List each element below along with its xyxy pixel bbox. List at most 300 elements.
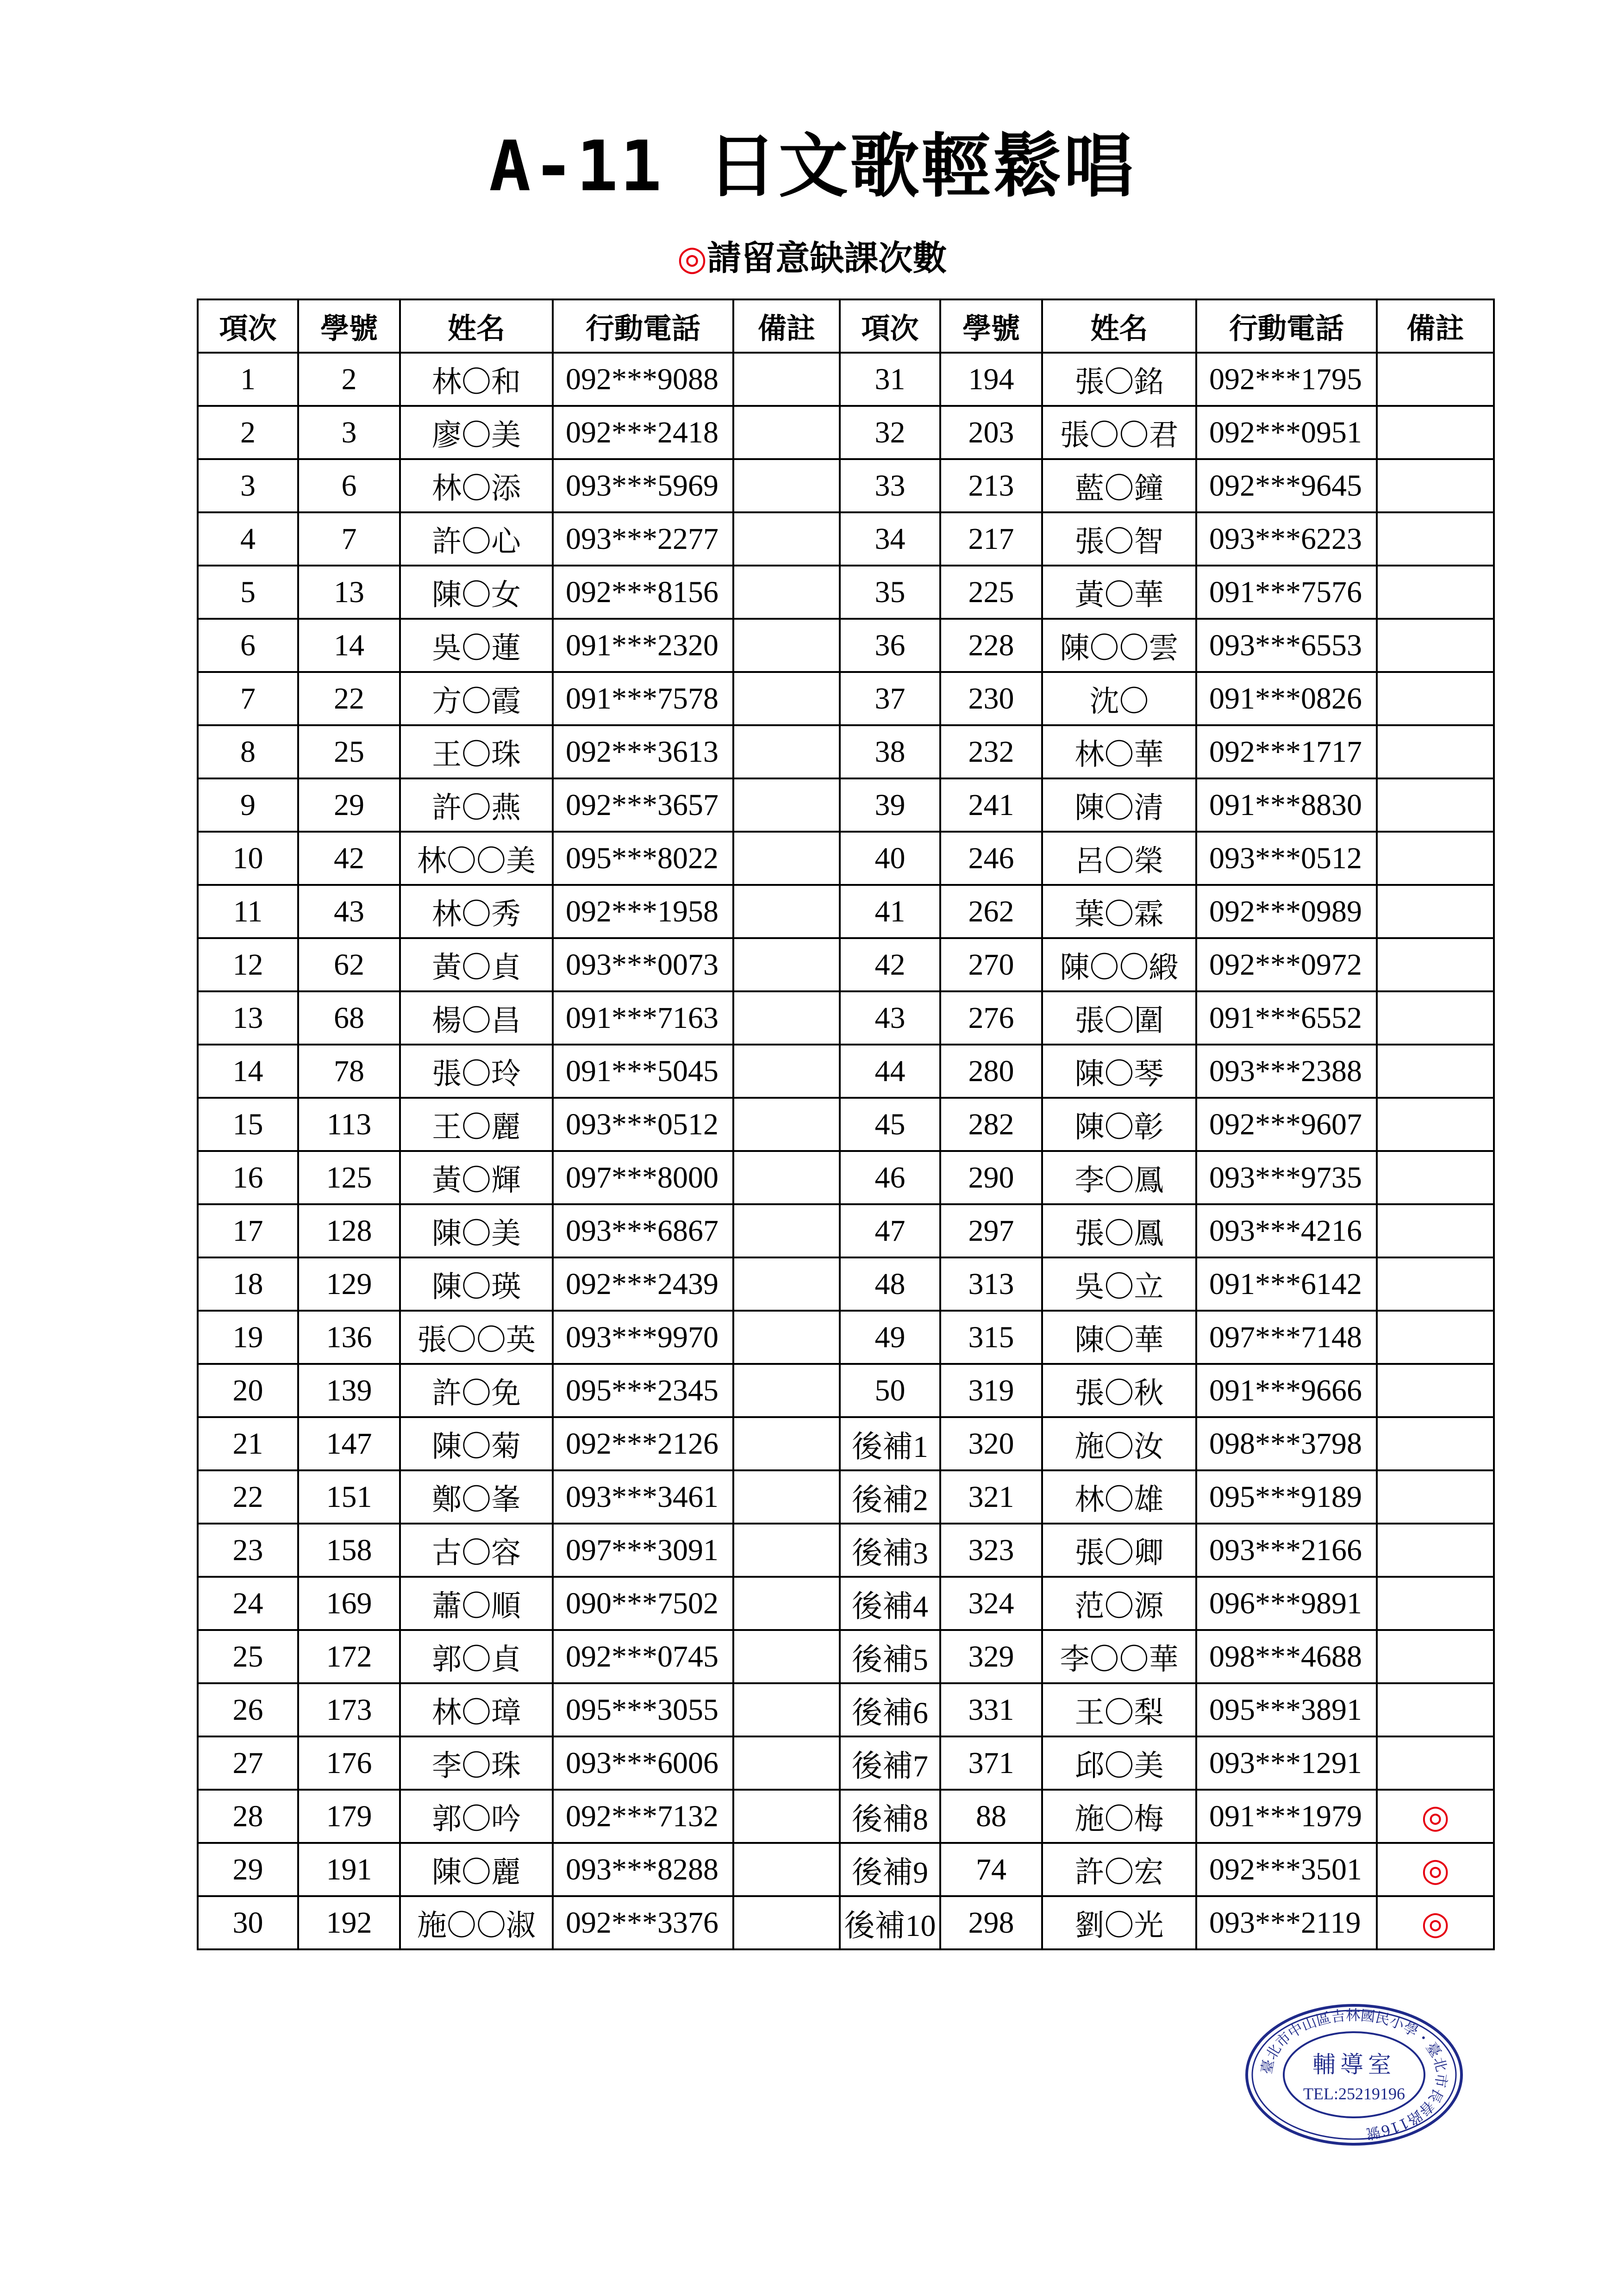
item-no-cell: 28 bbox=[198, 1790, 298, 1843]
remark-cell bbox=[733, 1896, 840, 1949]
mobile-phone-cell: 093***3461 bbox=[553, 1470, 733, 1524]
student-id-cell: 228 bbox=[940, 619, 1042, 672]
student-id-cell: 179 bbox=[298, 1790, 400, 1843]
remark-cell bbox=[733, 672, 840, 725]
item-no-cell: 47 bbox=[840, 1204, 940, 1257]
student-name-cell: 陳〇女 bbox=[400, 566, 553, 619]
student-id-cell: 136 bbox=[298, 1311, 400, 1364]
student-id-cell: 241 bbox=[940, 778, 1042, 832]
item-no-cell: 44 bbox=[840, 1045, 940, 1098]
mobile-phone-cell: 093***8288 bbox=[553, 1843, 733, 1896]
mobile-phone-cell: 095***3055 bbox=[553, 1683, 733, 1736]
student-id-cell: 313 bbox=[940, 1257, 1042, 1311]
student-name-cell: 吳〇蓮 bbox=[400, 619, 553, 672]
item-no-cell: 12 bbox=[198, 938, 298, 991]
mobile-phone-cell: 097***8000 bbox=[553, 1151, 733, 1204]
table-row bbox=[198, 672, 1494, 725]
item-no-cell: 後補4 bbox=[840, 1577, 940, 1630]
page-subtitle bbox=[0, 235, 1624, 281]
mobile-phone-cell: 098***3798 bbox=[1196, 1417, 1377, 1470]
mobile-phone-cell: 091***1979 bbox=[1196, 1790, 1377, 1843]
remark-cell bbox=[733, 1364, 840, 1417]
mobile-phone-cell: 091***0826 bbox=[1196, 672, 1377, 725]
mobile-phone-cell: 093***9735 bbox=[1196, 1151, 1377, 1204]
mobile-phone-cell: 093***6867 bbox=[553, 1204, 733, 1257]
table-row bbox=[198, 1311, 1494, 1364]
item-no-cell: 6 bbox=[198, 619, 298, 672]
remark-cell bbox=[1377, 619, 1494, 672]
student-name-cell: 林〇雄 bbox=[1042, 1470, 1196, 1524]
item-no-cell: 14 bbox=[198, 1045, 298, 1098]
item-no-cell: 50 bbox=[840, 1364, 940, 1417]
roster-body bbox=[198, 353, 1494, 1949]
item-no-cell: 5 bbox=[198, 566, 298, 619]
mobile-phone-cell: 093***2388 bbox=[1196, 1045, 1377, 1098]
mobile-phone-cell: 097***7148 bbox=[1196, 1311, 1377, 1364]
item-no-cell: 20 bbox=[198, 1364, 298, 1417]
mobile-phone-cell: 092***2126 bbox=[553, 1417, 733, 1470]
table-row bbox=[198, 1630, 1494, 1683]
item-no-cell: 38 bbox=[840, 725, 940, 778]
student-id-cell: 14 bbox=[298, 619, 400, 672]
subtitle-text: 請留意缺課次數 bbox=[707, 238, 947, 278]
mobile-phone-cell: 093***0073 bbox=[553, 938, 733, 991]
mobile-phone-cell: 093***6553 bbox=[1196, 619, 1377, 672]
seal-ring-text: 臺北市中山區吉林國民小學・臺北市長春路116號 bbox=[1258, 2007, 1450, 2142]
table-row bbox=[198, 566, 1494, 619]
mobile-phone-cell: 092***1717 bbox=[1196, 725, 1377, 778]
remark-cell bbox=[733, 938, 840, 991]
student-id-cell: 68 bbox=[298, 991, 400, 1045]
student-name-cell: 陳〇華 bbox=[1042, 1311, 1196, 1364]
remark-cell bbox=[1377, 1045, 1494, 1098]
remark-cell bbox=[1377, 672, 1494, 725]
item-no-cell: 35 bbox=[840, 566, 940, 619]
item-no-cell: 後補9 bbox=[840, 1843, 940, 1896]
student-name-cell: 許〇免 bbox=[400, 1364, 553, 1417]
header-name: 姓名 bbox=[1042, 299, 1196, 353]
student-id-cell: 62 bbox=[298, 938, 400, 991]
student-name-cell: 郭〇吟 bbox=[400, 1790, 553, 1843]
item-no-cell: 2 bbox=[198, 406, 298, 459]
item-no-cell: 37 bbox=[840, 672, 940, 725]
mobile-phone-cell: 093***4216 bbox=[1196, 1204, 1377, 1257]
student-name-cell: 許〇心 bbox=[400, 512, 553, 566]
student-id-cell: 321 bbox=[940, 1470, 1042, 1524]
student-name-cell: 陳〇彰 bbox=[1042, 1098, 1196, 1151]
mobile-phone-cell: 093***2119 bbox=[1196, 1896, 1377, 1949]
table-row bbox=[198, 1843, 1494, 1896]
mobile-phone-cell: 093***0512 bbox=[1196, 832, 1377, 885]
remark-cell bbox=[733, 353, 840, 406]
mobile-phone-cell: 093***6006 bbox=[553, 1736, 733, 1790]
item-no-cell: 42 bbox=[840, 938, 940, 991]
student-name-cell: 郭〇貞 bbox=[400, 1630, 553, 1683]
item-no-cell: 19 bbox=[198, 1311, 298, 1364]
table-row bbox=[198, 1736, 1494, 1790]
student-id-cell: 129 bbox=[298, 1257, 400, 1311]
student-name-cell: 林〇秀 bbox=[400, 885, 553, 938]
mobile-phone-cell: 093***2166 bbox=[1196, 1524, 1377, 1577]
roster-table bbox=[197, 299, 1495, 1950]
header-mobile: 行動電話 bbox=[1196, 299, 1377, 353]
item-no-cell: 1 bbox=[198, 353, 298, 406]
item-no-cell: 後補6 bbox=[840, 1683, 940, 1736]
mobile-phone-cell: 093***2277 bbox=[553, 512, 733, 566]
student-id-cell: 276 bbox=[940, 991, 1042, 1045]
remark-cell bbox=[1377, 459, 1494, 512]
student-name-cell: 林〇添 bbox=[400, 459, 553, 512]
table-row bbox=[198, 1896, 1494, 1949]
mobile-phone-cell: 091***6552 bbox=[1196, 991, 1377, 1045]
student-id-cell: 6 bbox=[298, 459, 400, 512]
mobile-phone-cell: 093***9970 bbox=[553, 1311, 733, 1364]
mobile-phone-cell: 091***6142 bbox=[1196, 1257, 1377, 1311]
student-id-cell: 262 bbox=[940, 885, 1042, 938]
table-row bbox=[198, 1364, 1494, 1417]
mobile-phone-cell: 092***1795 bbox=[1196, 353, 1377, 406]
header-item-no: 項次 bbox=[198, 299, 298, 353]
school-seal bbox=[1243, 2003, 1465, 2147]
page-title: A-11 日文歌輕鬆唱 bbox=[489, 126, 1135, 207]
mobile-phone-cell: 093***5969 bbox=[553, 459, 733, 512]
mobile-phone-cell: 095***8022 bbox=[553, 832, 733, 885]
remark-cell bbox=[733, 832, 840, 885]
table-row bbox=[198, 459, 1494, 512]
item-no-cell: 31 bbox=[840, 353, 940, 406]
student-name-cell: 林〇璋 bbox=[400, 1683, 553, 1736]
item-no-cell: 後補10 bbox=[840, 1896, 940, 1949]
item-no-cell: 34 bbox=[840, 512, 940, 566]
student-name-cell: 許〇燕 bbox=[400, 778, 553, 832]
header-student-id: 學號 bbox=[940, 299, 1042, 353]
table-row bbox=[198, 1577, 1494, 1630]
student-id-cell: 230 bbox=[940, 672, 1042, 725]
item-no-cell: 39 bbox=[840, 778, 940, 832]
remark-cell bbox=[1377, 1364, 1494, 1417]
student-id-cell: 232 bbox=[940, 725, 1042, 778]
table-row bbox=[198, 512, 1494, 566]
table-row bbox=[198, 832, 1494, 885]
item-no-cell: 3 bbox=[198, 459, 298, 512]
student-name-cell: 張〇鳳 bbox=[1042, 1204, 1196, 1257]
table-row bbox=[198, 1524, 1494, 1577]
student-id-cell: 297 bbox=[940, 1204, 1042, 1257]
mobile-phone-cell: 091***7578 bbox=[553, 672, 733, 725]
student-id-cell: 173 bbox=[298, 1683, 400, 1736]
remark-cell bbox=[733, 1045, 840, 1098]
student-name-cell: 林〇和 bbox=[400, 353, 553, 406]
header-name: 姓名 bbox=[400, 299, 553, 353]
item-no-cell: 30 bbox=[198, 1896, 298, 1949]
student-name-cell: 張〇智 bbox=[1042, 512, 1196, 566]
remark-cell bbox=[733, 512, 840, 566]
student-name-cell: 廖〇美 bbox=[400, 406, 553, 459]
student-name-cell: 蕭〇順 bbox=[400, 1577, 553, 1630]
item-no-cell: 41 bbox=[840, 885, 940, 938]
student-name-cell: 黃〇輝 bbox=[400, 1151, 553, 1204]
remark-cell bbox=[1377, 1257, 1494, 1311]
table-row bbox=[198, 1151, 1494, 1204]
student-name-cell: 李〇珠 bbox=[400, 1736, 553, 1790]
remark-cell bbox=[733, 1257, 840, 1311]
student-name-cell: 施〇汝 bbox=[1042, 1417, 1196, 1470]
student-name-cell: 陳〇琴 bbox=[1042, 1045, 1196, 1098]
student-id-cell: 192 bbox=[298, 1896, 400, 1949]
student-id-cell: 2 bbox=[298, 353, 400, 406]
mobile-phone-cell: 093***0512 bbox=[553, 1098, 733, 1151]
student-id-cell: 151 bbox=[298, 1470, 400, 1524]
mobile-phone-cell: 095***3891 bbox=[1196, 1683, 1377, 1736]
item-no-cell: 8 bbox=[198, 725, 298, 778]
table-row bbox=[198, 1257, 1494, 1311]
remark-cell bbox=[1377, 1311, 1494, 1364]
student-id-cell: 329 bbox=[940, 1630, 1042, 1683]
student-id-cell: 7 bbox=[298, 512, 400, 566]
item-no-cell: 後補3 bbox=[840, 1524, 940, 1577]
mobile-phone-cell: 097***3091 bbox=[553, 1524, 733, 1577]
student-id-cell: 29 bbox=[298, 778, 400, 832]
mobile-phone-cell: 091***9666 bbox=[1196, 1364, 1377, 1417]
remark-cell bbox=[733, 1151, 840, 1204]
remark-cell bbox=[1377, 1151, 1494, 1204]
remark-cell bbox=[1377, 1098, 1494, 1151]
student-name-cell: 張〇卿 bbox=[1042, 1524, 1196, 1577]
remark-cell bbox=[1377, 991, 1494, 1045]
remark-cell bbox=[733, 566, 840, 619]
remark-cell bbox=[1377, 1417, 1494, 1470]
student-id-cell: 331 bbox=[940, 1683, 1042, 1736]
student-id-cell: 88 bbox=[940, 1790, 1042, 1843]
remark-cell bbox=[1377, 1736, 1494, 1790]
student-name-cell: 許〇宏 bbox=[1042, 1843, 1196, 1896]
double-circle-icon: ◎ bbox=[677, 238, 707, 278]
mobile-phone-cell: 092***9607 bbox=[1196, 1098, 1377, 1151]
mobile-phone-cell: 098***4688 bbox=[1196, 1630, 1377, 1683]
student-id-cell: 22 bbox=[298, 672, 400, 725]
student-name-cell: 施〇梅 bbox=[1042, 1790, 1196, 1843]
student-id-cell: 298 bbox=[940, 1896, 1042, 1949]
remark-cell bbox=[1377, 512, 1494, 566]
student-id-cell: 280 bbox=[940, 1045, 1042, 1098]
table-row bbox=[198, 1470, 1494, 1524]
header-item-no: 項次 bbox=[840, 299, 940, 353]
student-name-cell: 張〇〇英 bbox=[400, 1311, 553, 1364]
table-row bbox=[198, 725, 1494, 778]
remark-cell bbox=[733, 1204, 840, 1257]
student-name-cell: 楊〇昌 bbox=[400, 991, 553, 1045]
mobile-phone-cell: 091***5045 bbox=[553, 1045, 733, 1098]
remark-cell bbox=[1377, 832, 1494, 885]
student-name-cell: 陳〇清 bbox=[1042, 778, 1196, 832]
remark-cell bbox=[733, 459, 840, 512]
student-id-cell: 125 bbox=[298, 1151, 400, 1204]
remark-cell bbox=[1377, 353, 1494, 406]
remark-cell bbox=[733, 1524, 840, 1577]
student-id-cell: 13 bbox=[298, 566, 400, 619]
student-id-cell: 290 bbox=[940, 1151, 1042, 1204]
mobile-phone-cell: 090***7502 bbox=[553, 1577, 733, 1630]
student-name-cell: 劉〇光 bbox=[1042, 1896, 1196, 1949]
mobile-phone-cell: 091***7163 bbox=[553, 991, 733, 1045]
item-no-cell: 40 bbox=[840, 832, 940, 885]
item-no-cell: 23 bbox=[198, 1524, 298, 1577]
student-name-cell: 陳〇瑛 bbox=[400, 1257, 553, 1311]
mobile-phone-cell: 092***3613 bbox=[553, 725, 733, 778]
student-name-cell: 吳〇立 bbox=[1042, 1257, 1196, 1311]
student-id-cell: 139 bbox=[298, 1364, 400, 1417]
student-id-cell: 191 bbox=[298, 1843, 400, 1896]
mobile-phone-cell: 093***1291 bbox=[1196, 1736, 1377, 1790]
student-name-cell: 呂〇榮 bbox=[1042, 832, 1196, 885]
student-name-cell: 陳〇美 bbox=[400, 1204, 553, 1257]
student-id-cell: 270 bbox=[940, 938, 1042, 991]
item-no-cell: 9 bbox=[198, 778, 298, 832]
student-name-cell: 陳〇菊 bbox=[400, 1417, 553, 1470]
mobile-phone-cell: 092***9645 bbox=[1196, 459, 1377, 512]
student-id-cell: 113 bbox=[298, 1098, 400, 1151]
table-row bbox=[198, 1683, 1494, 1736]
student-id-cell: 25 bbox=[298, 725, 400, 778]
student-name-cell: 陳〇麗 bbox=[400, 1843, 553, 1896]
student-id-cell: 371 bbox=[940, 1736, 1042, 1790]
item-no-cell: 33 bbox=[840, 459, 940, 512]
remark-cell bbox=[733, 778, 840, 832]
student-name-cell: 范〇源 bbox=[1042, 1577, 1196, 1630]
mobile-phone-cell: 095***9189 bbox=[1196, 1470, 1377, 1524]
student-name-cell: 黃〇貞 bbox=[400, 938, 553, 991]
remark-cell bbox=[1377, 1683, 1494, 1736]
item-no-cell: 後補8 bbox=[840, 1790, 940, 1843]
mobile-phone-cell: 092***3376 bbox=[553, 1896, 733, 1949]
remark-cell bbox=[733, 1790, 840, 1843]
item-no-cell: 29 bbox=[198, 1843, 298, 1896]
remark-cell bbox=[733, 619, 840, 672]
header-student-id: 學號 bbox=[298, 299, 400, 353]
item-no-cell: 32 bbox=[840, 406, 940, 459]
remark-cell bbox=[733, 1843, 840, 1896]
student-id-cell: 282 bbox=[940, 1098, 1042, 1151]
table-row bbox=[198, 619, 1494, 672]
student-id-cell: 3 bbox=[298, 406, 400, 459]
item-no-cell: 後補5 bbox=[840, 1630, 940, 1683]
table-row bbox=[198, 353, 1494, 406]
mobile-phone-cell: 092***8156 bbox=[553, 566, 733, 619]
student-id-cell: 74 bbox=[940, 1843, 1042, 1896]
table-row bbox=[198, 885, 1494, 938]
student-id-cell: 42 bbox=[298, 832, 400, 885]
mobile-phone-cell: 096***9891 bbox=[1196, 1577, 1377, 1630]
student-name-cell: 張〇玲 bbox=[400, 1045, 553, 1098]
item-no-cell: 後補1 bbox=[840, 1417, 940, 1470]
item-no-cell: 22 bbox=[198, 1470, 298, 1524]
student-name-cell: 王〇珠 bbox=[400, 725, 553, 778]
remark-cell bbox=[1377, 778, 1494, 832]
remark-cell bbox=[1377, 1577, 1494, 1630]
item-no-cell: 27 bbox=[198, 1736, 298, 1790]
student-id-cell: 315 bbox=[940, 1311, 1042, 1364]
item-no-cell: 24 bbox=[198, 1577, 298, 1630]
student-id-cell: 217 bbox=[940, 512, 1042, 566]
remark-cell bbox=[733, 1630, 840, 1683]
remark-cell bbox=[733, 1417, 840, 1470]
student-name-cell: 張〇〇君 bbox=[1042, 406, 1196, 459]
item-no-cell: 45 bbox=[840, 1098, 940, 1151]
table-row bbox=[198, 406, 1494, 459]
remark-cell bbox=[1377, 938, 1494, 991]
item-no-cell: 10 bbox=[198, 832, 298, 885]
student-name-cell: 王〇麗 bbox=[400, 1098, 553, 1151]
remark-cell bbox=[733, 1470, 840, 1524]
student-name-cell: 古〇容 bbox=[400, 1524, 553, 1577]
item-no-cell: 43 bbox=[840, 991, 940, 1045]
student-id-cell: 324 bbox=[940, 1577, 1042, 1630]
student-id-cell: 158 bbox=[298, 1524, 400, 1577]
item-no-cell: 49 bbox=[840, 1311, 940, 1364]
remark-cell bbox=[1377, 1630, 1494, 1683]
student-id-cell: 213 bbox=[940, 459, 1042, 512]
item-no-cell: 18 bbox=[198, 1257, 298, 1311]
item-no-cell: 後補7 bbox=[840, 1736, 940, 1790]
mobile-phone-cell: 092***2439 bbox=[553, 1257, 733, 1311]
student-id-cell: 176 bbox=[298, 1736, 400, 1790]
remark-cell bbox=[733, 725, 840, 778]
table-row bbox=[198, 1417, 1494, 1470]
remark-cell bbox=[733, 1683, 840, 1736]
student-id-cell: 194 bbox=[940, 353, 1042, 406]
student-id-cell: 323 bbox=[940, 1524, 1042, 1577]
remark-cell bbox=[733, 1311, 840, 1364]
remark-cell: ◎ bbox=[1377, 1843, 1494, 1896]
remark-cell bbox=[1377, 1524, 1494, 1577]
remark-cell bbox=[733, 1736, 840, 1790]
mobile-phone-cell: 091***8830 bbox=[1196, 778, 1377, 832]
remark-cell bbox=[733, 406, 840, 459]
mobile-phone-cell: 092***0989 bbox=[1196, 885, 1377, 938]
item-no-cell: 15 bbox=[198, 1098, 298, 1151]
student-name-cell: 林〇華 bbox=[1042, 725, 1196, 778]
table-row bbox=[198, 778, 1494, 832]
student-id-cell: 203 bbox=[940, 406, 1042, 459]
remark-cell bbox=[1377, 1204, 1494, 1257]
student-id-cell: 225 bbox=[940, 566, 1042, 619]
student-name-cell: 邱〇美 bbox=[1042, 1736, 1196, 1790]
table-row bbox=[198, 1098, 1494, 1151]
mobile-phone-cell: 092***3657 bbox=[553, 778, 733, 832]
student-id-cell: 78 bbox=[298, 1045, 400, 1098]
seal-center-text: 輔導室 bbox=[1312, 2051, 1396, 2078]
remark-cell bbox=[1377, 566, 1494, 619]
mobile-phone-cell: 093***6223 bbox=[1196, 512, 1377, 566]
remark-cell bbox=[733, 1577, 840, 1630]
table-row bbox=[198, 1045, 1494, 1098]
item-no-cell: 26 bbox=[198, 1683, 298, 1736]
mobile-phone-cell: 092***0951 bbox=[1196, 406, 1377, 459]
item-no-cell: 36 bbox=[840, 619, 940, 672]
header-mobile: 行動電話 bbox=[553, 299, 733, 353]
header-remark: 備註 bbox=[1377, 299, 1494, 353]
student-name-cell: 李〇〇華 bbox=[1042, 1630, 1196, 1683]
item-no-cell: 17 bbox=[198, 1204, 298, 1257]
mobile-phone-cell: 091***7576 bbox=[1196, 566, 1377, 619]
item-no-cell: 25 bbox=[198, 1630, 298, 1683]
remark-cell: ◎ bbox=[1377, 1896, 1494, 1949]
remark-cell bbox=[1377, 725, 1494, 778]
mobile-phone-cell: 095***2345 bbox=[553, 1364, 733, 1417]
student-name-cell: 陳〇〇雲 bbox=[1042, 619, 1196, 672]
item-no-cell: 4 bbox=[198, 512, 298, 566]
student-id-cell: 128 bbox=[298, 1204, 400, 1257]
